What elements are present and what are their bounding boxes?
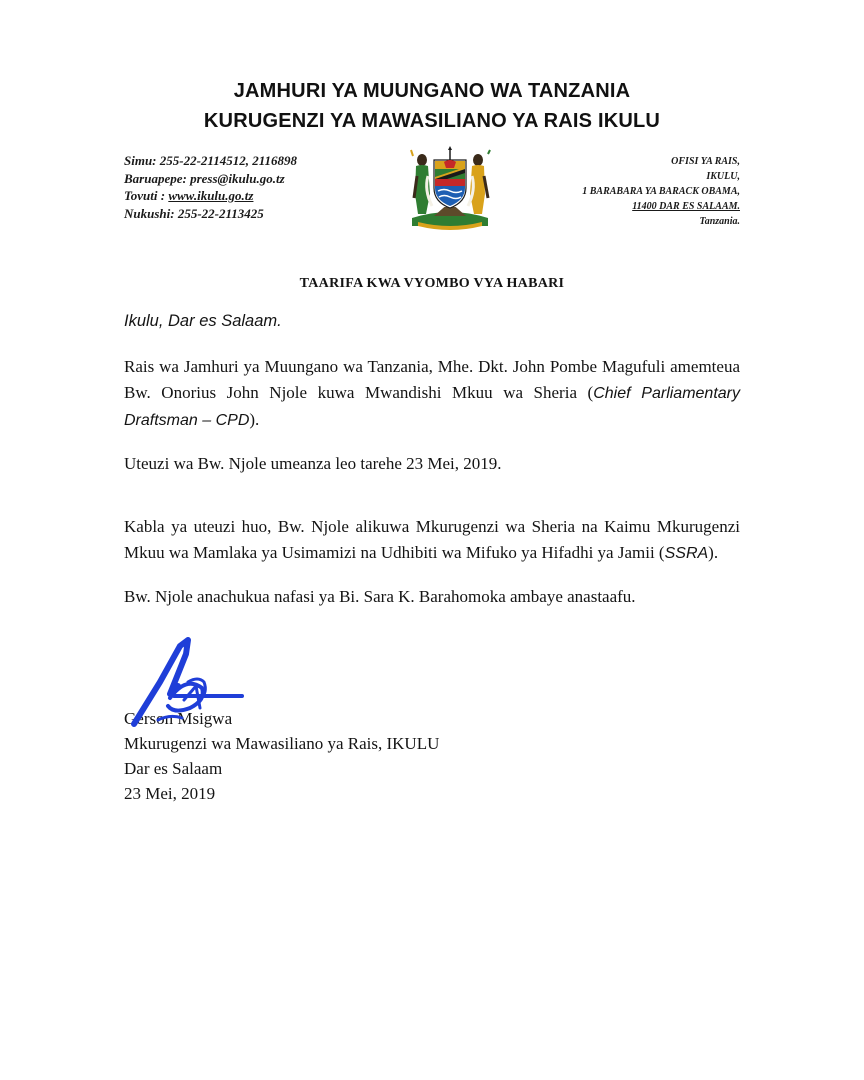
paragraph-appointment-end: ). (249, 410, 260, 429)
document-heading: TAARIFA KWA VYOMBO VYA HABARI (299, 276, 565, 291)
address-line4: 11400 DAR ES SALAAM. (632, 201, 740, 212)
paragraph-effective-date: Uteuzi wa Bw. Njole umeanza leo tarehe 23 Mei, 2019. (124, 454, 502, 473)
email-address: Baruapepe: press@ikulu.go.tz (124, 170, 285, 186)
paragraph-previous-role-text: Kabla ya uteuzi huo, Bw. Njole alikuwa Mkurugenzi wa Sheria na Kaimu Mkurugenzi Mkuu wa Mamlaka ya Usimamizi na Udhibiti wa Mifuko ya Hifadhi ya Jamii ( (124, 517, 740, 562)
office-address (582, 154, 740, 229)
header-title-line1: JAMHURI YA MUUNGANO WA TANZANIA (233, 80, 631, 102)
header-title-line2: KURUGENZI YA MAWASILIANO YA RAIS IKULU (203, 110, 661, 132)
signatory-name: Gerson Msigwa (124, 709, 233, 728)
paragraph-appointment (124, 354, 740, 434)
address-line2: IKULU, (706, 171, 740, 182)
phone-number: Simu: 255-22-2114512, 2116898 (124, 153, 297, 168)
paragraph-appointment-text: Rais wa Jamhuri ya Muungano wa Tanzania, Mhe. Dkt. John Pombe Magufuli amemteua Bw. Onorius John Njole kuwa Mwandishi Mkuu wa Sheria ( (124, 357, 740, 402)
fax-number: Nukushi: 255-22-2113425 (124, 205, 264, 221)
paragraph-previous-role-end: ). (708, 543, 719, 562)
dateline-place: Ikulu, Dar es Salaam. (124, 312, 282, 330)
tanzania-coat-of-arms-icon (404, 146, 496, 230)
website-label: Tovuti : (124, 188, 169, 203)
paragraph-previous-role (124, 514, 740, 567)
contact-details (124, 152, 297, 222)
paragraph-appointment-italic: Chief Parliamentary Draftsman – CPD (124, 385, 740, 429)
website-line (124, 187, 297, 205)
paragraph-replacement: Bw. Njole anachukua nafasi ya Bi. Sara K. Barahomoka ambaye anastaafu. (124, 587, 636, 606)
paragraph-previous-role-italic: SSRA (664, 545, 709, 562)
website-link[interactable]: www.ikulu.go.tz (168, 188, 254, 203)
signoff-date: 23 Mei, 2019 (124, 784, 216, 803)
signatory-title: Mkurugenzi wa Mawasiliano ya Rais, IKULU (124, 734, 440, 753)
address-line1: OFISI YA RAIS, (671, 156, 740, 167)
address-line5: Tanzania. (699, 216, 740, 227)
address-line3: 1 BARABARA YA BARACK OBAMA, (582, 186, 740, 197)
handwritten-signature (130, 636, 260, 736)
signoff-city: Dar es Salaam (124, 759, 223, 778)
